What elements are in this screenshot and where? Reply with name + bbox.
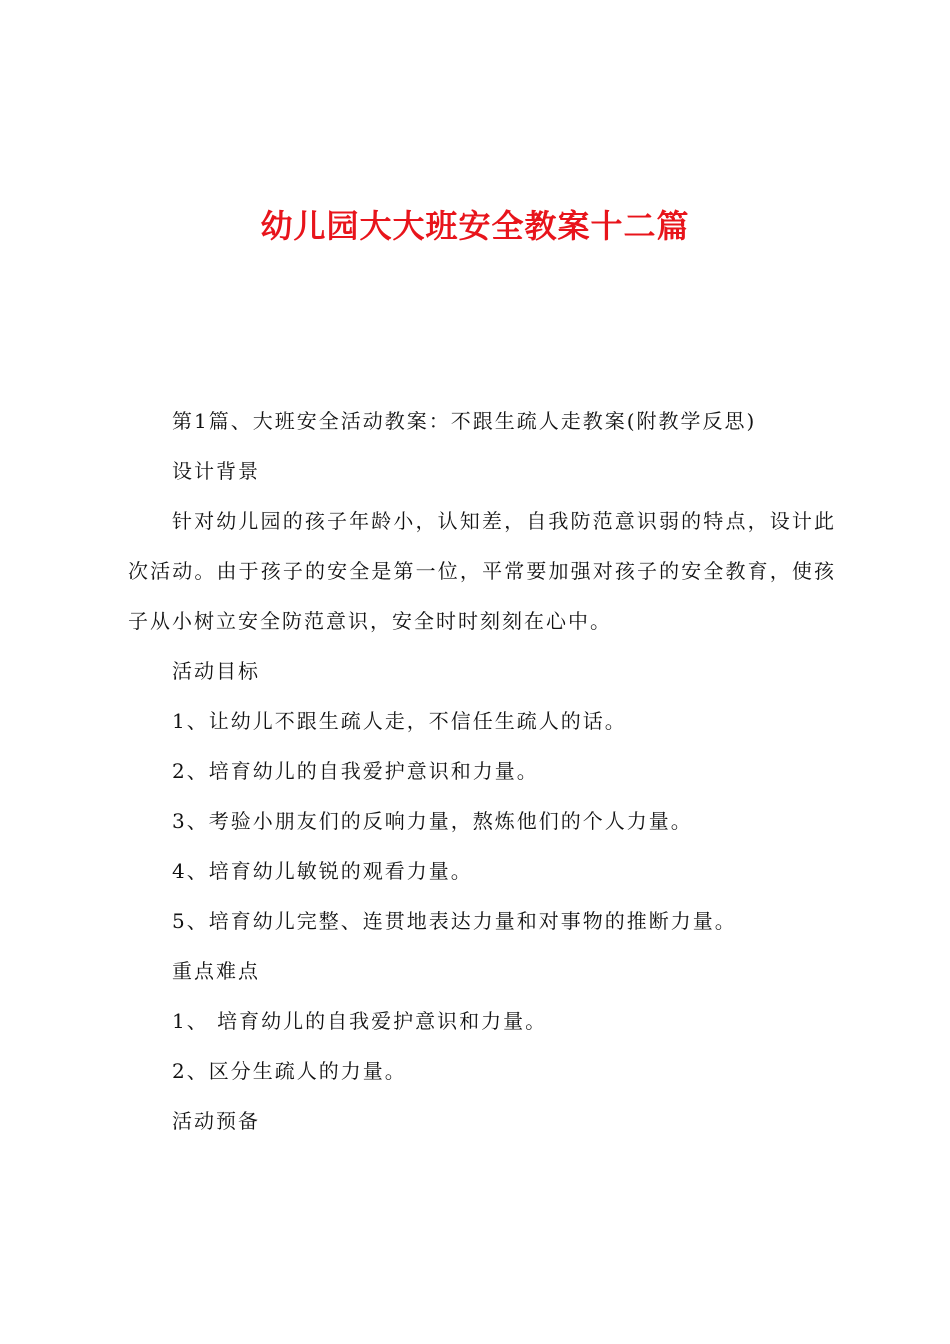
list-item-goal-4: 4、培育幼儿敏锐的观看力量。 (172, 859, 473, 883)
paragraph-background-text: 针对幼儿园的孩子年龄小，认知差，自我防范意识弱的特点，设计此次活动。由于孩子的安全是第一位，平常要加强对孩子的安全教育，使孩子从小树立安全防范意识，安全时时刻刻在心中。 (128, 509, 836, 633)
paragraph-section-preparation: 活动预备 (172, 1109, 260, 1133)
paragraph-section-key-points: 重点难点 (172, 959, 260, 983)
paragraph-section-design-background: 设计背景 (172, 459, 260, 483)
list-item-goal-5: 5、培育幼儿完整、连贯地表达力量和对事物的推断力量。 (172, 909, 737, 933)
list-item-goal-2: 2、培育幼儿的自我爱护意识和力量。 (172, 759, 539, 783)
list-item-goal-1: 1、让幼儿不跟生疏人走，不信任生疏人的话。 (172, 709, 627, 733)
list-item-key-point-1: 1、 培育幼儿的自我爱护意识和力量。 (172, 1009, 548, 1033)
list-item-goal-3: 3、考验小朋友们的反响力量，熬炼他们的个人力量。 (172, 809, 693, 833)
paragraph-section-activity-goals: 活动目标 (172, 659, 260, 683)
document-title: 幼儿园大大班安全教案十二篇 (260, 207, 690, 245)
list-item-key-point-2: 2、区分生疏人的力量。 (172, 1059, 407, 1083)
paragraph-chapter-heading: 第1篇、大班安全活动教案：不跟生疏人走教案(附教学反思) (172, 409, 757, 433)
document-body (128, 396, 836, 1146)
